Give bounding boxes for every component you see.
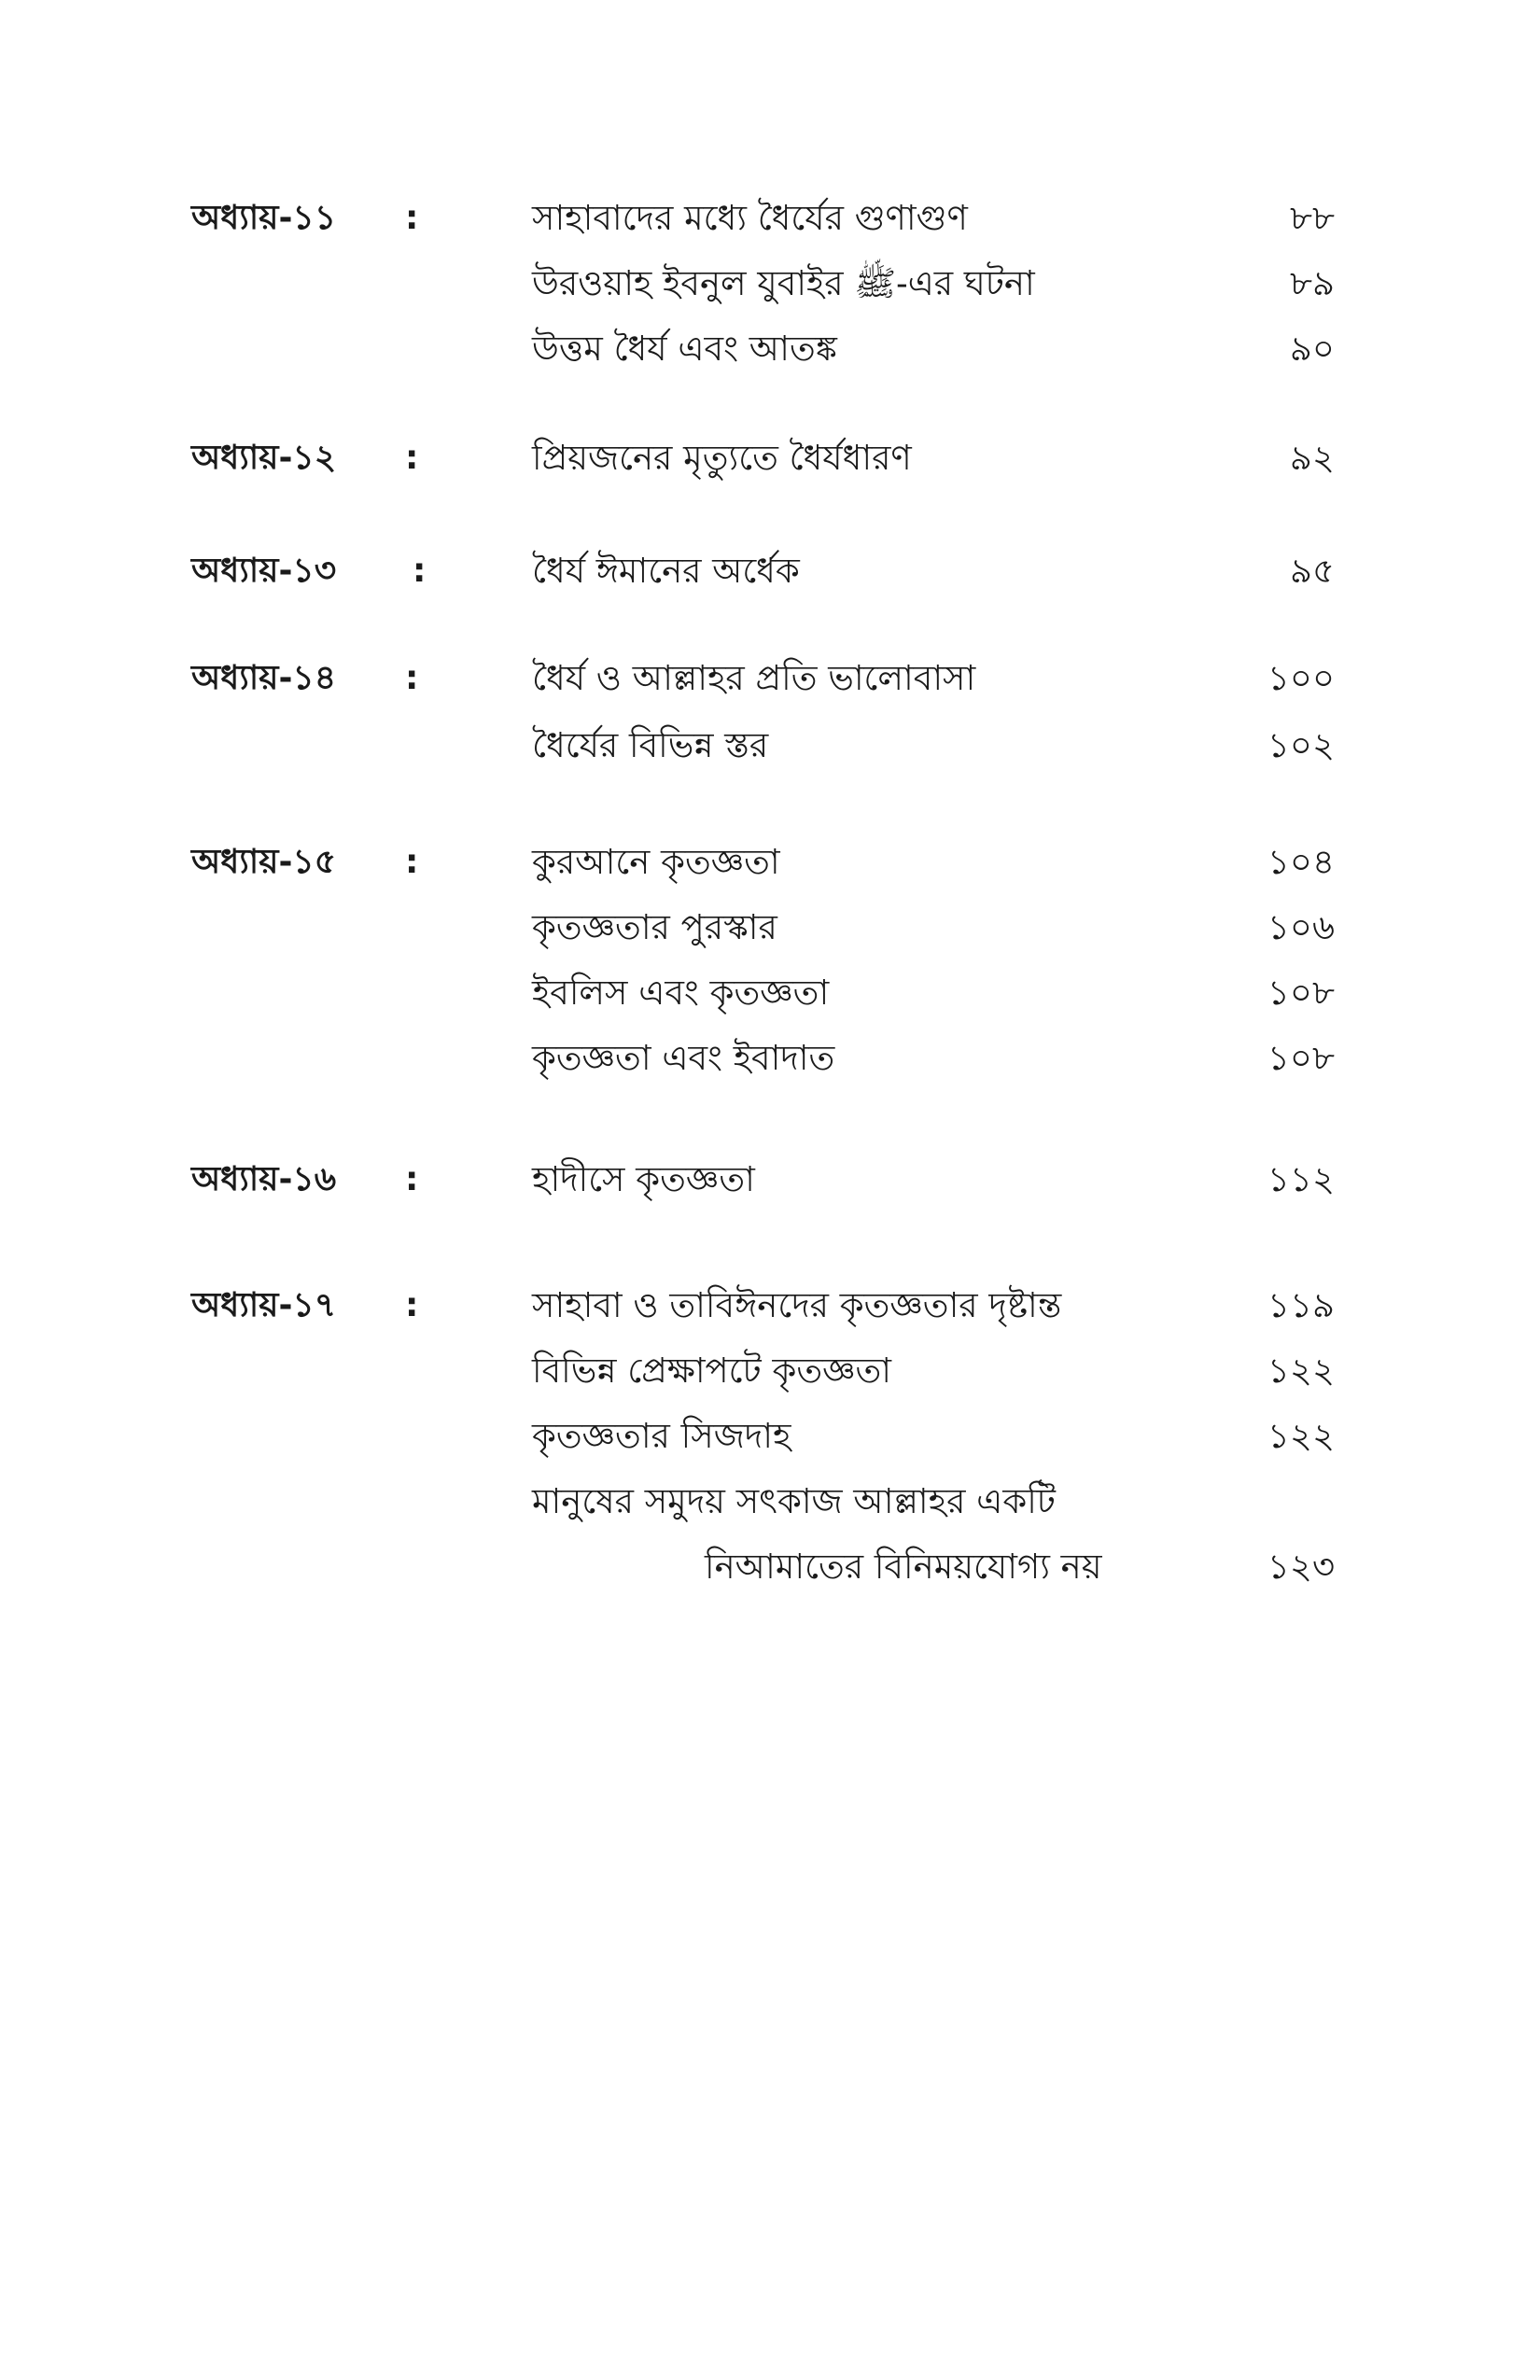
- entry-page-number: ৯০: [1289, 329, 1335, 369]
- chapter-colon: :: [405, 1160, 419, 1198]
- entry-page-number: ১০৬: [1267, 907, 1335, 947]
- toc-entry: [0, 1283, 1540, 1349]
- toc-entry: [0, 1414, 1540, 1479]
- entry-title: মানুষের সমুদয় সৎকাজ আল্লাহর একটি: [532, 1481, 1056, 1521]
- toc-entry: [0, 840, 1540, 905]
- entry-page-number: ১০২: [1267, 725, 1335, 765]
- entry-page-number: ৮৯: [1289, 263, 1335, 303]
- entry-title: ধৈর্যের বিভিন্ন স্তর: [532, 725, 769, 765]
- entry-page-number: ১১২: [1267, 1159, 1335, 1199]
- entry-title: ধৈর্য ঈমানের অর্ধেক: [532, 551, 800, 591]
- entry-page-number: ১০৮: [1267, 973, 1335, 1013]
- entry-title: সাহাবা ও তাবিঈনদের কৃতজ্ঞতার দৃষ্টান্ত: [532, 1285, 1062, 1325]
- toc-entry: [0, 723, 1540, 789]
- toc-entry: [0, 196, 1540, 261]
- entry-page-number: ১২২: [1267, 1351, 1335, 1391]
- entry-title: বিভিন্ন প্রেক্ষাপটে কৃতজ্ঞতা: [532, 1351, 892, 1391]
- toc-entry: [0, 1036, 1540, 1101]
- entry-page-number: ১১৯: [1267, 1285, 1335, 1325]
- entry-title: কুরআনে কৃতজ্ঞতা: [532, 842, 780, 882]
- toc-entry: [0, 971, 1540, 1036]
- chapter-colon: :: [405, 843, 419, 881]
- chapter-label: অধ্যায়-১৭: [191, 1286, 337, 1324]
- toc-entry: [0, 1349, 1540, 1414]
- entry-page-number: ১২২: [1267, 1416, 1335, 1456]
- entry-title: কৃতজ্ঞতার পুরস্কার: [532, 907, 777, 947]
- chapter-label: অধ্যায়-১৩: [191, 552, 337, 590]
- chapter-colon: :: [405, 199, 419, 237]
- chapter-colon: :: [413, 552, 427, 590]
- entry-title-continuation: নিআমাতের বিনিময়যোগ্য নয়: [705, 1547, 1102, 1587]
- entry-page-number: ৯২: [1289, 438, 1335, 478]
- entry-page-number: ১০০: [1267, 658, 1335, 698]
- chapter-label: অধ্যায়-১৬: [191, 1160, 337, 1198]
- toc-entry: [0, 327, 1540, 392]
- toc-entry: [0, 261, 1540, 327]
- entry-title: উত্তম ধৈর্য এবং আতঙ্ক: [532, 329, 837, 369]
- entry-title: ধৈর্য ও আল্লাহর প্রতি ভালোবাসা: [532, 658, 976, 698]
- entry-title: ইবলিস এবং কৃতজ্ঞতা: [532, 973, 830, 1013]
- entry-title: কৃতজ্ঞতা এবং ইবাদাত: [532, 1038, 835, 1078]
- entry-page-number: ৯৫: [1289, 551, 1335, 591]
- toc-entry: [0, 1157, 1540, 1223]
- entry-title: উরওয়াহ ইবনুল যুবাইর ﷺ-এর ঘটনা: [532, 263, 1035, 303]
- toc-entry: [0, 549, 1540, 614]
- entry-page-number: ১০৪: [1267, 842, 1335, 882]
- toc-entry: [0, 656, 1540, 721]
- entry-title: প্রিয়জনের মৃত্যুতে ধৈর্যধারণ: [532, 438, 912, 478]
- entry-page-number: ১২৩: [1267, 1547, 1335, 1587]
- chapter-label: অধ্যায়-১৫: [191, 843, 337, 881]
- chapter-colon: :: [405, 439, 419, 477]
- chapter-label: অধ্যায়-১৪: [191, 659, 337, 697]
- toc-entry: [0, 436, 1540, 501]
- chapter-label: অধ্যায়-১১: [191, 199, 337, 237]
- entry-page-number: ৮৮: [1289, 198, 1335, 238]
- entry-title: কৃতজ্ঞতার সিজদাহ: [532, 1416, 791, 1456]
- entry-title: হাদীসে কৃতজ্ঞতা: [532, 1159, 755, 1199]
- entry-page-number: ১০৮: [1267, 1038, 1335, 1078]
- toc-entry: [0, 1545, 1540, 1610]
- chapter-label: অধ্যায়-১২: [191, 439, 337, 477]
- toc-entry: [0, 1479, 1540, 1545]
- entry-title: সাহাবাদের মধ্যে ধৈর্যের গুণাগুণ: [532, 198, 968, 238]
- toc-entry: [0, 905, 1540, 971]
- chapter-colon: :: [405, 659, 419, 697]
- chapter-colon: :: [405, 1286, 419, 1324]
